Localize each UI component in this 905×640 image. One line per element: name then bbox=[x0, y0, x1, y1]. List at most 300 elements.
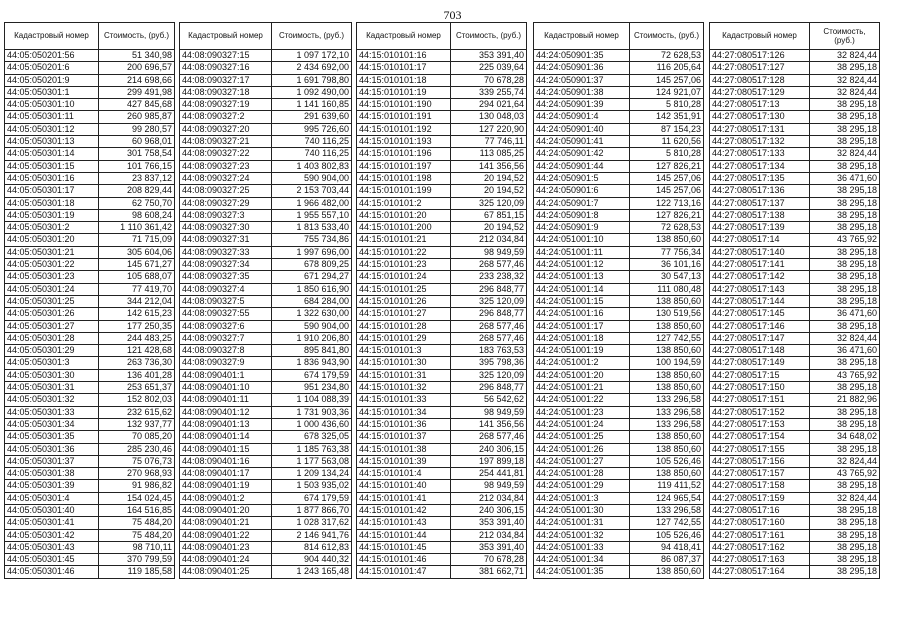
cadastral-number-cell: 44:15:010101:30 bbox=[357, 357, 451, 369]
table-row bbox=[710, 74, 880, 86]
cost-cell: 232 615,62 bbox=[99, 406, 175, 418]
cadastral-number-cell: 44:24:051001:32 bbox=[534, 529, 630, 541]
table-row bbox=[357, 431, 527, 443]
cadastral-number-cell: 44:05:050301:4 bbox=[5, 492, 99, 504]
cadastral-number-cell: 44:24:050901:42 bbox=[534, 148, 630, 160]
cost-cell: 145 257,06 bbox=[630, 185, 704, 197]
cadastral-number-cell: 44:27:080517:154 bbox=[710, 431, 810, 443]
cost-cell: 43 765,92 bbox=[810, 369, 880, 381]
cadastral-number-cell: 44:27:080517:150 bbox=[710, 382, 810, 394]
cadastral-number-cell: 44:08:090327:17 bbox=[180, 74, 272, 86]
table-row bbox=[534, 74, 704, 86]
table-header-row bbox=[710, 23, 880, 50]
cadastral-table-2 bbox=[179, 22, 352, 579]
table-row bbox=[5, 332, 175, 344]
cost-cell: 212 034,84 bbox=[451, 529, 527, 541]
cost-cell: 36 471,60 bbox=[810, 308, 880, 320]
cadastral-number-cell: 44:15:010101:193 bbox=[357, 136, 451, 148]
table-row bbox=[534, 468, 704, 480]
cadastral-number-cell: 44:24:051001:22 bbox=[534, 394, 630, 406]
table-row bbox=[534, 332, 704, 344]
cadastral-number-cell: 44:15:010101:197 bbox=[357, 160, 451, 172]
cost-cell: 67 851,15 bbox=[451, 209, 527, 221]
cost-cell: 294 021,64 bbox=[451, 99, 527, 111]
cost-cell: 142 351,91 bbox=[630, 111, 704, 123]
cost-cell: 30 547,13 bbox=[630, 271, 704, 283]
table-row bbox=[5, 529, 175, 541]
cadastral-number-cell: 44:08:090327:3 bbox=[180, 209, 272, 221]
cadastral-number-cell: 44:27:080517:157 bbox=[710, 468, 810, 480]
cost-cell: 5 810,28 bbox=[630, 99, 704, 111]
table-row bbox=[180, 566, 352, 578]
cadastral-number-cell: 44:05:050201:9 bbox=[5, 74, 99, 86]
cadastral-table-1 bbox=[4, 22, 175, 579]
cadastral-number-cell: 44:24:051001:24 bbox=[534, 418, 630, 430]
table-row bbox=[357, 320, 527, 332]
table-row bbox=[180, 136, 352, 148]
cost-cell: 127 220,90 bbox=[451, 123, 527, 135]
cadastral-number-cell: 44:05:050301:38 bbox=[5, 468, 99, 480]
cadastral-number-cell: 44:08:090327:6 bbox=[180, 320, 272, 332]
cost-cell: 38 295,18 bbox=[810, 541, 880, 553]
cost-cell: 124 921,07 bbox=[630, 86, 704, 98]
table-row bbox=[534, 111, 704, 123]
table-row bbox=[710, 517, 880, 529]
cadastral-number-cell: 44:27:080517:155 bbox=[710, 443, 810, 455]
table-row bbox=[710, 566, 880, 578]
table-row bbox=[5, 160, 175, 172]
cost-cell: 70 678,28 bbox=[451, 74, 527, 86]
cost-cell: 38 295,18 bbox=[810, 99, 880, 111]
cost-cell: 1 177 563,08 bbox=[272, 455, 352, 467]
cadastral-number-cell: 44:27:080517:143 bbox=[710, 283, 810, 295]
cost-cell: 142 615,23 bbox=[99, 308, 175, 320]
cost-cell: 674 179,59 bbox=[272, 492, 352, 504]
cadastral-number-cell: 44:08:090327:19 bbox=[180, 99, 272, 111]
table-row bbox=[710, 504, 880, 516]
table-row bbox=[357, 148, 527, 160]
cost-cell: 296 848,77 bbox=[451, 382, 527, 394]
cost-cell: 32 824,44 bbox=[810, 492, 880, 504]
table-row bbox=[5, 295, 175, 307]
cadastral-number-cell: 44:15:010101:192 bbox=[357, 123, 451, 135]
cadastral-number-cell: 44:27:080517:159 bbox=[710, 492, 810, 504]
cost-cell: 32 824,44 bbox=[810, 50, 880, 62]
cost-cell: 133 296,58 bbox=[630, 418, 704, 430]
table-row bbox=[534, 86, 704, 98]
cadastral-number-cell: 44:15:010101:45 bbox=[357, 541, 451, 553]
cadastral-number-cell: 44:08:090327:55 bbox=[180, 308, 272, 320]
table-row bbox=[710, 554, 880, 566]
cost-cell: 296 848,77 bbox=[451, 283, 527, 295]
cost-cell: 740 116,25 bbox=[272, 136, 352, 148]
cost-cell: 291 639,60 bbox=[272, 111, 352, 123]
cadastral-number-cell: 44:24:051001:31 bbox=[534, 517, 630, 529]
cost-cell: 38 295,18 bbox=[810, 136, 880, 148]
cost-cell: 20 194,52 bbox=[451, 222, 527, 234]
table-row bbox=[357, 504, 527, 516]
table-row bbox=[180, 554, 352, 566]
cost-cell: 34 648,02 bbox=[810, 431, 880, 443]
cost-cell: 32 824,44 bbox=[810, 148, 880, 160]
table-row bbox=[5, 541, 175, 553]
cadastral-number-cell: 44:05:050301:14 bbox=[5, 148, 99, 160]
cadastral-number-cell: 44:24:050901:37 bbox=[534, 74, 630, 86]
cadastral-number-cell: 44:08:090327:35 bbox=[180, 271, 272, 283]
cadastral-number-cell: 44:05:050301:23 bbox=[5, 271, 99, 283]
cadastral-number-cell: 44:24:050901:40 bbox=[534, 123, 630, 135]
table-row bbox=[180, 111, 352, 123]
cost-cell: 38 295,18 bbox=[810, 480, 880, 492]
cadastral-number-cell: 44:15:010101:43 bbox=[357, 517, 451, 529]
header-cost: Стоимость, (руб.) bbox=[810, 23, 880, 50]
cadastral-number-cell: 44:08:090327:20 bbox=[180, 123, 272, 135]
table-row bbox=[5, 259, 175, 271]
cost-cell: 740 116,25 bbox=[272, 148, 352, 160]
cost-cell: 325 120,09 bbox=[451, 369, 527, 381]
cadastral-number-cell: 44:27:080517:135 bbox=[710, 172, 810, 184]
cadastral-number-cell: 44:27:080517:132 bbox=[710, 136, 810, 148]
table-row bbox=[180, 382, 352, 394]
cadastral-number-cell: 44:27:080517:136 bbox=[710, 185, 810, 197]
table-row bbox=[710, 86, 880, 98]
cadastral-number-cell: 44:15:010101:198 bbox=[357, 172, 451, 184]
cadastral-number-cell: 44:05:050301:25 bbox=[5, 295, 99, 307]
cost-cell: 72 628,53 bbox=[630, 222, 704, 234]
cost-cell: 133 296,58 bbox=[630, 504, 704, 516]
table-row bbox=[534, 246, 704, 258]
cost-cell: 91 986,82 bbox=[99, 480, 175, 492]
cadastral-number-cell: 44:08:090401:24 bbox=[180, 554, 272, 566]
table-row bbox=[357, 418, 527, 430]
table-row bbox=[357, 246, 527, 258]
cost-cell: 1 185 763,38 bbox=[272, 443, 352, 455]
cadastral-number-cell: 44:08:090401:23 bbox=[180, 541, 272, 553]
cadastral-number-cell: 44:15:010101:31 bbox=[357, 369, 451, 381]
cost-cell: 895 841,80 bbox=[272, 345, 352, 357]
cadastral-number-cell: 44:08:090327:8 bbox=[180, 345, 272, 357]
cost-cell: 212 034,84 bbox=[451, 234, 527, 246]
header-cadastral-number: Кадастровый номер bbox=[710, 23, 810, 50]
table-row bbox=[180, 345, 352, 357]
cadastral-number-cell: 44:08:090327:23 bbox=[180, 160, 272, 172]
table-row bbox=[357, 345, 527, 357]
cadastral-number-cell: 44:24:051001:16 bbox=[534, 308, 630, 320]
table-row bbox=[180, 160, 352, 172]
table-row bbox=[710, 246, 880, 258]
table-row bbox=[534, 566, 704, 578]
cadastral-number-cell: 44:05:050301:31 bbox=[5, 382, 99, 394]
cadastral-number-cell: 44:08:090401:12 bbox=[180, 406, 272, 418]
table-row bbox=[180, 62, 352, 74]
cadastral-number-cell: 44:08:090401:1 bbox=[180, 369, 272, 381]
cost-cell: 353 391,40 bbox=[451, 541, 527, 553]
cadastral-number-cell: 44:27:080517:145 bbox=[710, 308, 810, 320]
cadastral-number-cell: 44:05:050301:46 bbox=[5, 566, 99, 578]
cadastral-number-cell: 44:15:010101:23 bbox=[357, 259, 451, 271]
cost-cell: 77 746,11 bbox=[451, 136, 527, 148]
table-row bbox=[357, 271, 527, 283]
cadastral-number-cell: 44:05:050301:22 bbox=[5, 259, 99, 271]
table-row bbox=[534, 320, 704, 332]
table-row bbox=[5, 345, 175, 357]
table-row bbox=[710, 308, 880, 320]
cadastral-number-cell: 44:27:080517:126 bbox=[710, 50, 810, 62]
cost-cell: 1 092 490,00 bbox=[272, 86, 352, 98]
cost-cell: 105 526,46 bbox=[630, 529, 704, 541]
table-row bbox=[357, 234, 527, 246]
cost-cell: 122 713,16 bbox=[630, 197, 704, 209]
cost-cell: 101 766,15 bbox=[99, 160, 175, 172]
header-cadastral-number: Кадастровый номер bbox=[357, 23, 451, 50]
cadastral-number-cell: 44:27:080517:147 bbox=[710, 332, 810, 344]
cost-cell: 1 691 798,80 bbox=[272, 74, 352, 86]
cadastral-number-cell: 44:15:010101:22 bbox=[357, 246, 451, 258]
cadastral-number-cell: 44:05:050301:39 bbox=[5, 480, 99, 492]
cadastral-number-cell: 44:05:050301:40 bbox=[5, 504, 99, 516]
table-row bbox=[180, 86, 352, 98]
table-row bbox=[534, 99, 704, 111]
cost-cell: 11 620,56 bbox=[630, 136, 704, 148]
cost-cell: 38 295,18 bbox=[810, 111, 880, 123]
cost-cell: 127 826,21 bbox=[630, 160, 704, 172]
cadastral-number-cell: 44:27:080517:152 bbox=[710, 406, 810, 418]
table-row bbox=[357, 566, 527, 578]
cadastral-number-cell: 44:24:051001:20 bbox=[534, 369, 630, 381]
cost-cell: 136 401,28 bbox=[99, 369, 175, 381]
cost-cell: 270 968,93 bbox=[99, 468, 175, 480]
cost-cell: 119 185,58 bbox=[99, 566, 175, 578]
cost-cell: 268 577,46 bbox=[451, 431, 527, 443]
cost-cell: 56 542,62 bbox=[451, 394, 527, 406]
cadastral-number-cell: 44:05:050201:56 bbox=[5, 50, 99, 62]
cadastral-number-cell: 44:15:010101:25 bbox=[357, 283, 451, 295]
table-row bbox=[710, 283, 880, 295]
cadastral-number-cell: 44:27:080517:13 bbox=[710, 99, 810, 111]
cadastral-number-cell: 44:05:050301:42 bbox=[5, 529, 99, 541]
cadastral-number-cell: 44:24:050901:39 bbox=[534, 99, 630, 111]
cadastral-number-cell: 44:27:080517:138 bbox=[710, 209, 810, 221]
table-row bbox=[5, 566, 175, 578]
cost-cell: 36 101,16 bbox=[630, 259, 704, 271]
cadastral-number-cell: 44:15:010101:40 bbox=[357, 480, 451, 492]
cadastral-number-cell: 44:05:050301:13 bbox=[5, 136, 99, 148]
cadastral-number-cell: 44:15:010101:18 bbox=[357, 74, 451, 86]
cadastral-number-cell: 44:15:010101:32 bbox=[357, 382, 451, 394]
cost-cell: 301 758,54 bbox=[99, 148, 175, 160]
table-row bbox=[534, 406, 704, 418]
table-row bbox=[5, 50, 175, 62]
cadastral-number-cell: 44:15:010101:196 bbox=[357, 148, 451, 160]
cadastral-number-cell: 44:08:090401:22 bbox=[180, 529, 272, 541]
cadastral-number-cell: 44:27:080517:129 bbox=[710, 86, 810, 98]
header-cost: Стоимость, (руб.) bbox=[451, 23, 527, 50]
cadastral-number-cell: 44:24:050901:8 bbox=[534, 209, 630, 221]
table-row bbox=[710, 418, 880, 430]
table-row bbox=[5, 99, 175, 111]
cost-cell: 75 484,20 bbox=[99, 529, 175, 541]
table-row bbox=[180, 234, 352, 246]
cadastral-number-cell: 44:15:010101:46 bbox=[357, 554, 451, 566]
cost-cell: 38 295,18 bbox=[810, 320, 880, 332]
cadastral-number-cell: 44:24:051001:11 bbox=[534, 246, 630, 258]
cadastral-number-cell: 44:08:090401:16 bbox=[180, 455, 272, 467]
cadastral-number-cell: 44:27:080517:156 bbox=[710, 455, 810, 467]
table-row bbox=[710, 468, 880, 480]
cadastral-number-cell: 44:08:090327:5 bbox=[180, 295, 272, 307]
table-row bbox=[180, 406, 352, 418]
header-cost: Стоимость, (руб.) bbox=[99, 23, 175, 50]
cadastral-number-cell: 44:24:050901:9 bbox=[534, 222, 630, 234]
cost-cell: 5 810,28 bbox=[630, 148, 704, 160]
table-row bbox=[710, 320, 880, 332]
cadastral-number-cell: 44:24:051001:10 bbox=[534, 234, 630, 246]
cost-cell: 590 904,00 bbox=[272, 320, 352, 332]
cadastral-number-cell: 44:08:090401:15 bbox=[180, 443, 272, 455]
cadastral-number-cell: 44:24:051001:30 bbox=[534, 504, 630, 516]
cost-cell: 138 850,60 bbox=[630, 382, 704, 394]
cost-cell: 38 295,18 bbox=[810, 259, 880, 271]
cost-cell: 344 212,04 bbox=[99, 295, 175, 307]
table-row bbox=[5, 418, 175, 430]
table-row bbox=[357, 406, 527, 418]
table-row bbox=[534, 136, 704, 148]
table-row bbox=[357, 160, 527, 172]
table-row bbox=[5, 62, 175, 74]
cadastral-number-cell: 44:24:051001:14 bbox=[534, 283, 630, 295]
cost-cell: 395 798,36 bbox=[451, 357, 527, 369]
table-row bbox=[534, 529, 704, 541]
cadastral-number-cell: 44:15:010101:38 bbox=[357, 443, 451, 455]
cost-cell: 1 403 802,83 bbox=[272, 160, 352, 172]
table-row bbox=[710, 455, 880, 467]
cadastral-number-cell: 44:27:080517:153 bbox=[710, 418, 810, 430]
cadastral-number-cell: 44:27:080517:133 bbox=[710, 148, 810, 160]
cadastral-number-cell: 44:15:010101:28 bbox=[357, 320, 451, 332]
table-row bbox=[5, 172, 175, 184]
cost-cell: 86 087,37 bbox=[630, 554, 704, 566]
cost-cell: 1 877 866,70 bbox=[272, 504, 352, 516]
table-row bbox=[357, 308, 527, 320]
table-row bbox=[180, 295, 352, 307]
cadastral-number-cell: 44:05:050301:43 bbox=[5, 541, 99, 553]
cadastral-number-cell: 44:24:051001:25 bbox=[534, 431, 630, 443]
table-row bbox=[180, 271, 352, 283]
cadastral-table-4 bbox=[533, 22, 704, 579]
table-row bbox=[5, 357, 175, 369]
table-row bbox=[710, 492, 880, 504]
cadastral-number-cell: 44:27:080517:16 bbox=[710, 504, 810, 516]
table-row bbox=[357, 541, 527, 553]
cadastral-number-cell: 44:24:050901:5 bbox=[534, 172, 630, 184]
cadastral-number-cell: 44:08:090327:24 bbox=[180, 172, 272, 184]
cost-cell: 590 904,00 bbox=[272, 172, 352, 184]
table-row bbox=[534, 62, 704, 74]
cost-cell: 119 411,52 bbox=[630, 480, 704, 492]
cadastral-number-cell: 44:15:010101:47 bbox=[357, 566, 451, 578]
cost-cell: 1 097 172,10 bbox=[272, 50, 352, 62]
cadastral-number-cell: 44:24:051001:19 bbox=[534, 345, 630, 357]
cost-cell: 38 295,18 bbox=[810, 443, 880, 455]
cost-cell: 100 194,59 bbox=[630, 357, 704, 369]
table-row bbox=[180, 222, 352, 234]
cadastral-table-3 bbox=[356, 22, 527, 579]
cost-cell: 208 829,44 bbox=[99, 185, 175, 197]
cadastral-number-cell: 44:27:080517:139 bbox=[710, 222, 810, 234]
table-row bbox=[357, 185, 527, 197]
cadastral-number-cell: 44:27:080517:158 bbox=[710, 480, 810, 492]
cost-cell: 116 205,64 bbox=[630, 62, 704, 74]
cadastral-number-cell: 44:15:010101:190 bbox=[357, 99, 451, 111]
table-row bbox=[5, 185, 175, 197]
table-row bbox=[357, 382, 527, 394]
cadastral-number-cell: 44:15:010101:191 bbox=[357, 111, 451, 123]
table-row bbox=[534, 345, 704, 357]
cost-cell: 678 325,05 bbox=[272, 431, 352, 443]
table-row bbox=[5, 480, 175, 492]
cost-cell: 98 608,24 bbox=[99, 209, 175, 221]
table-row bbox=[710, 160, 880, 172]
cost-cell: 113 085,25 bbox=[451, 148, 527, 160]
cost-cell: 353 391,40 bbox=[451, 50, 527, 62]
cadastral-number-cell: 44:24:050901:41 bbox=[534, 136, 630, 148]
table-row bbox=[5, 209, 175, 221]
cadastral-number-cell: 44:08:090401:21 bbox=[180, 517, 272, 529]
table-row bbox=[710, 50, 880, 62]
table-row bbox=[5, 504, 175, 516]
cost-cell: 127 742,55 bbox=[630, 332, 704, 344]
cadastral-number-cell: 44:08:090327:18 bbox=[180, 86, 272, 98]
table-row bbox=[534, 148, 704, 160]
table-row bbox=[357, 455, 527, 467]
cadastral-number-cell: 44:15:010101:3 bbox=[357, 345, 451, 357]
table-row bbox=[5, 369, 175, 381]
cadastral-number-cell: 44:08:090401:10 bbox=[180, 382, 272, 394]
cost-cell: 77 419,70 bbox=[99, 283, 175, 295]
cost-cell: 138 850,60 bbox=[630, 369, 704, 381]
cost-cell: 145 257,06 bbox=[630, 172, 704, 184]
cost-cell: 1 955 557,10 bbox=[272, 209, 352, 221]
cost-cell: 353 391,40 bbox=[451, 517, 527, 529]
table-row bbox=[534, 271, 704, 283]
cost-cell: 214 698,66 bbox=[99, 74, 175, 86]
table-row bbox=[357, 443, 527, 455]
header-cost: Стоимость, (руб.) bbox=[272, 23, 352, 50]
cadastral-number-cell: 44:05:050301:35 bbox=[5, 431, 99, 443]
table-row bbox=[710, 480, 880, 492]
table-row bbox=[710, 197, 880, 209]
cost-cell: 1 000 436,60 bbox=[272, 418, 352, 430]
cost-cell: 296 848,77 bbox=[451, 308, 527, 320]
cost-cell: 111 080,48 bbox=[630, 283, 704, 295]
cadastral-number-cell: 44:08:090327:2 bbox=[180, 111, 272, 123]
table-header-row bbox=[357, 23, 527, 50]
cadastral-number-cell: 44:08:090327:34 bbox=[180, 259, 272, 271]
cost-cell: 145 671,27 bbox=[99, 259, 175, 271]
cadastral-number-cell: 44:15:010101:37 bbox=[357, 431, 451, 443]
cost-cell: 38 295,18 bbox=[810, 283, 880, 295]
cadastral-number-cell: 44:24:051001:23 bbox=[534, 406, 630, 418]
cadastral-number-cell: 44:05:050301:16 bbox=[5, 172, 99, 184]
cost-cell: 133 296,58 bbox=[630, 394, 704, 406]
cadastral-number-cell: 44:08:090327:15 bbox=[180, 50, 272, 62]
cadastral-number-cell: 44:27:080517:134 bbox=[710, 160, 810, 172]
table-row bbox=[357, 517, 527, 529]
cost-cell: 138 850,60 bbox=[630, 566, 704, 578]
table-row bbox=[5, 320, 175, 332]
cadastral-number-cell: 44:24:050901:38 bbox=[534, 86, 630, 98]
table-row bbox=[180, 529, 352, 541]
